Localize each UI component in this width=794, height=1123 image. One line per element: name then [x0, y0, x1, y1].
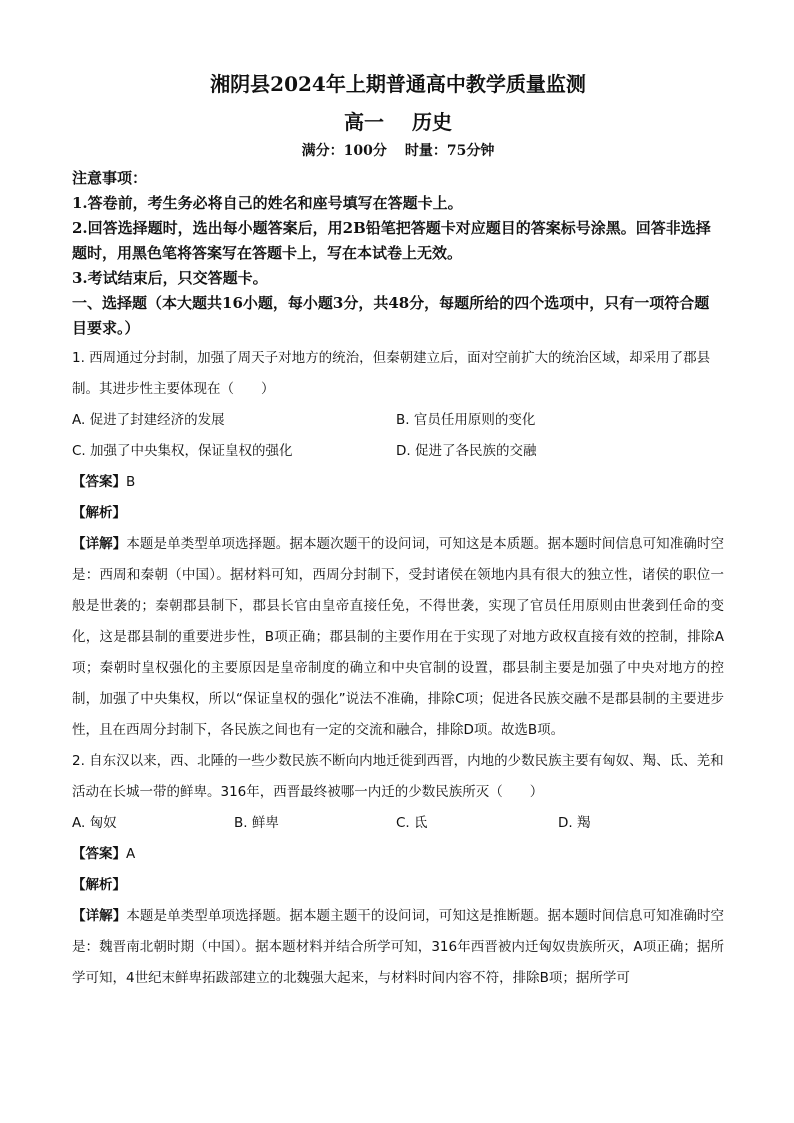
exam-subtitle	[72, 108, 724, 136]
question-2-detail	[72, 901, 724, 994]
question-1-option-d: D. 促进了各民族的交融	[396, 443, 537, 459]
question-2-stem: 2. 自东汉以来，西、北陲的一些少数民族不断向内地迁徙到西晋，内地的少数民族主要有匈奴、羯、氐、羌和活动在长城一带的鲜卑。316年，西晋最终被哪一内迁的少数民族所灭（ ）	[72, 753, 724, 800]
question-2-options	[72, 808, 724, 839]
question-2-option-a: A. 匈奴	[72, 815, 117, 831]
question-1-stem: 1. 西周通过分封制，加强了周天子对地方的统治，但秦朝建立后，面对空前扩大的统治区域，却采用了郡县制。其进步性主要体现在（ ）	[72, 350, 711, 397]
answer-label: 【答案】	[72, 474, 126, 490]
answer-value: A	[126, 846, 136, 862]
question-2-answer	[72, 839, 724, 870]
question-1-detail	[72, 529, 724, 746]
question-2-option-d: D. 羯	[558, 815, 591, 831]
question-1-analysis	[72, 498, 724, 529]
notice-heading: 注意事项：	[72, 169, 148, 187]
question-2-option-c: C. 氐	[396, 815, 428, 831]
detail-text: 本题是单类型单项选择题。据本题次题干的设问词，可知这是本质题。据本题时间信息可知准确时空是：西周和秦朝（中国）。据材料可知，西周分封制下，受封诸侯在领地内具有很大的独立性，诸侯的职位一般是世袭的；秦朝郡县制下，郡县长官由皇帝直接任免，不得世袭，实现了官员任用原则由世袭到任命的变化，这是郡县制的重要进步性，B项正确；郡县制的主要作用在于实现了对地方政权直接有效的控制，排除A项；秦朝时皇权强化的主要原因是皇帝制度的确立和中央官制的设置，郡县制主要是加强了中央对地方的控制，加强了中央集权，所以“保证皇权的强化”说法不准确，排除C项；促进各民族交融不是郡县制的主要进步性，且在西周分封制下，各民族之间也有一定的交流和融合，排除D项。故选B项。	[72, 536, 725, 738]
full-score: 满分：100分	[301, 143, 387, 159]
answer-label: 【答案】	[72, 846, 126, 862]
exam-title: 湘阴县2024年上期普通高中教学质量监测	[210, 72, 586, 96]
question-1-option-b: B. 官员任用原则的变化	[396, 412, 536, 428]
grade-label: 高一	[344, 110, 384, 134]
analysis-label: 【解析】	[72, 877, 126, 893]
subject-label: 历史	[412, 110, 452, 134]
section-heading: 一、选择题（本大题共16小题，每小题3分，共48分，每题所给的四个选项中，只有一项符合题目要求。）	[72, 294, 710, 337]
notice-item-2: 2.回答选择题时，选出每小题答案后，用2B铅笔把答题卡对应题目的答案标号涂黑。回答非选择题时，用黑色笔将答案写在答题卡上，写在本试卷上无效。	[72, 219, 711, 262]
detail-text: 本题是单类型单项选择题。据本题主题干的设问词，可知这是推断题。据本题时间信息可知准确时空是：魏晋南北朝时期（中国）。据本题材料并结合所学可知，316年西晋被内迁匈奴贵族所灭，A项正确；据所学可知，4世纪末鲜卑拓跋部建立的北魏强大起来，与材料时间内容不符，排除B项；据所学可	[72, 908, 725, 986]
notice-item-1: 1.答卷前，考生务必将自己的姓名和座号填写在答题卡上。	[72, 194, 463, 212]
question-1-options	[72, 405, 724, 467]
notice-item-3: 3.考试结束后，只交答题卡。	[72, 269, 268, 287]
question-2-option-b: B. 鲜卑	[234, 815, 279, 831]
detail-label: 【详解】	[72, 908, 127, 924]
time-limit: 时量：75分钟	[404, 143, 495, 159]
question-1-option-c: C. 加强了中央集权，保证皇权的强化	[72, 443, 293, 459]
question-2-analysis	[72, 870, 724, 901]
question-1-option-a: A. 促进了封建经济的发展	[72, 412, 225, 428]
exam-page	[72, 64, 724, 994]
analysis-label: 【解析】	[72, 505, 126, 521]
question-1-answer	[72, 467, 724, 498]
score-time-line	[72, 140, 724, 162]
detail-label: 【详解】	[72, 536, 127, 552]
answer-value: B	[126, 474, 136, 490]
